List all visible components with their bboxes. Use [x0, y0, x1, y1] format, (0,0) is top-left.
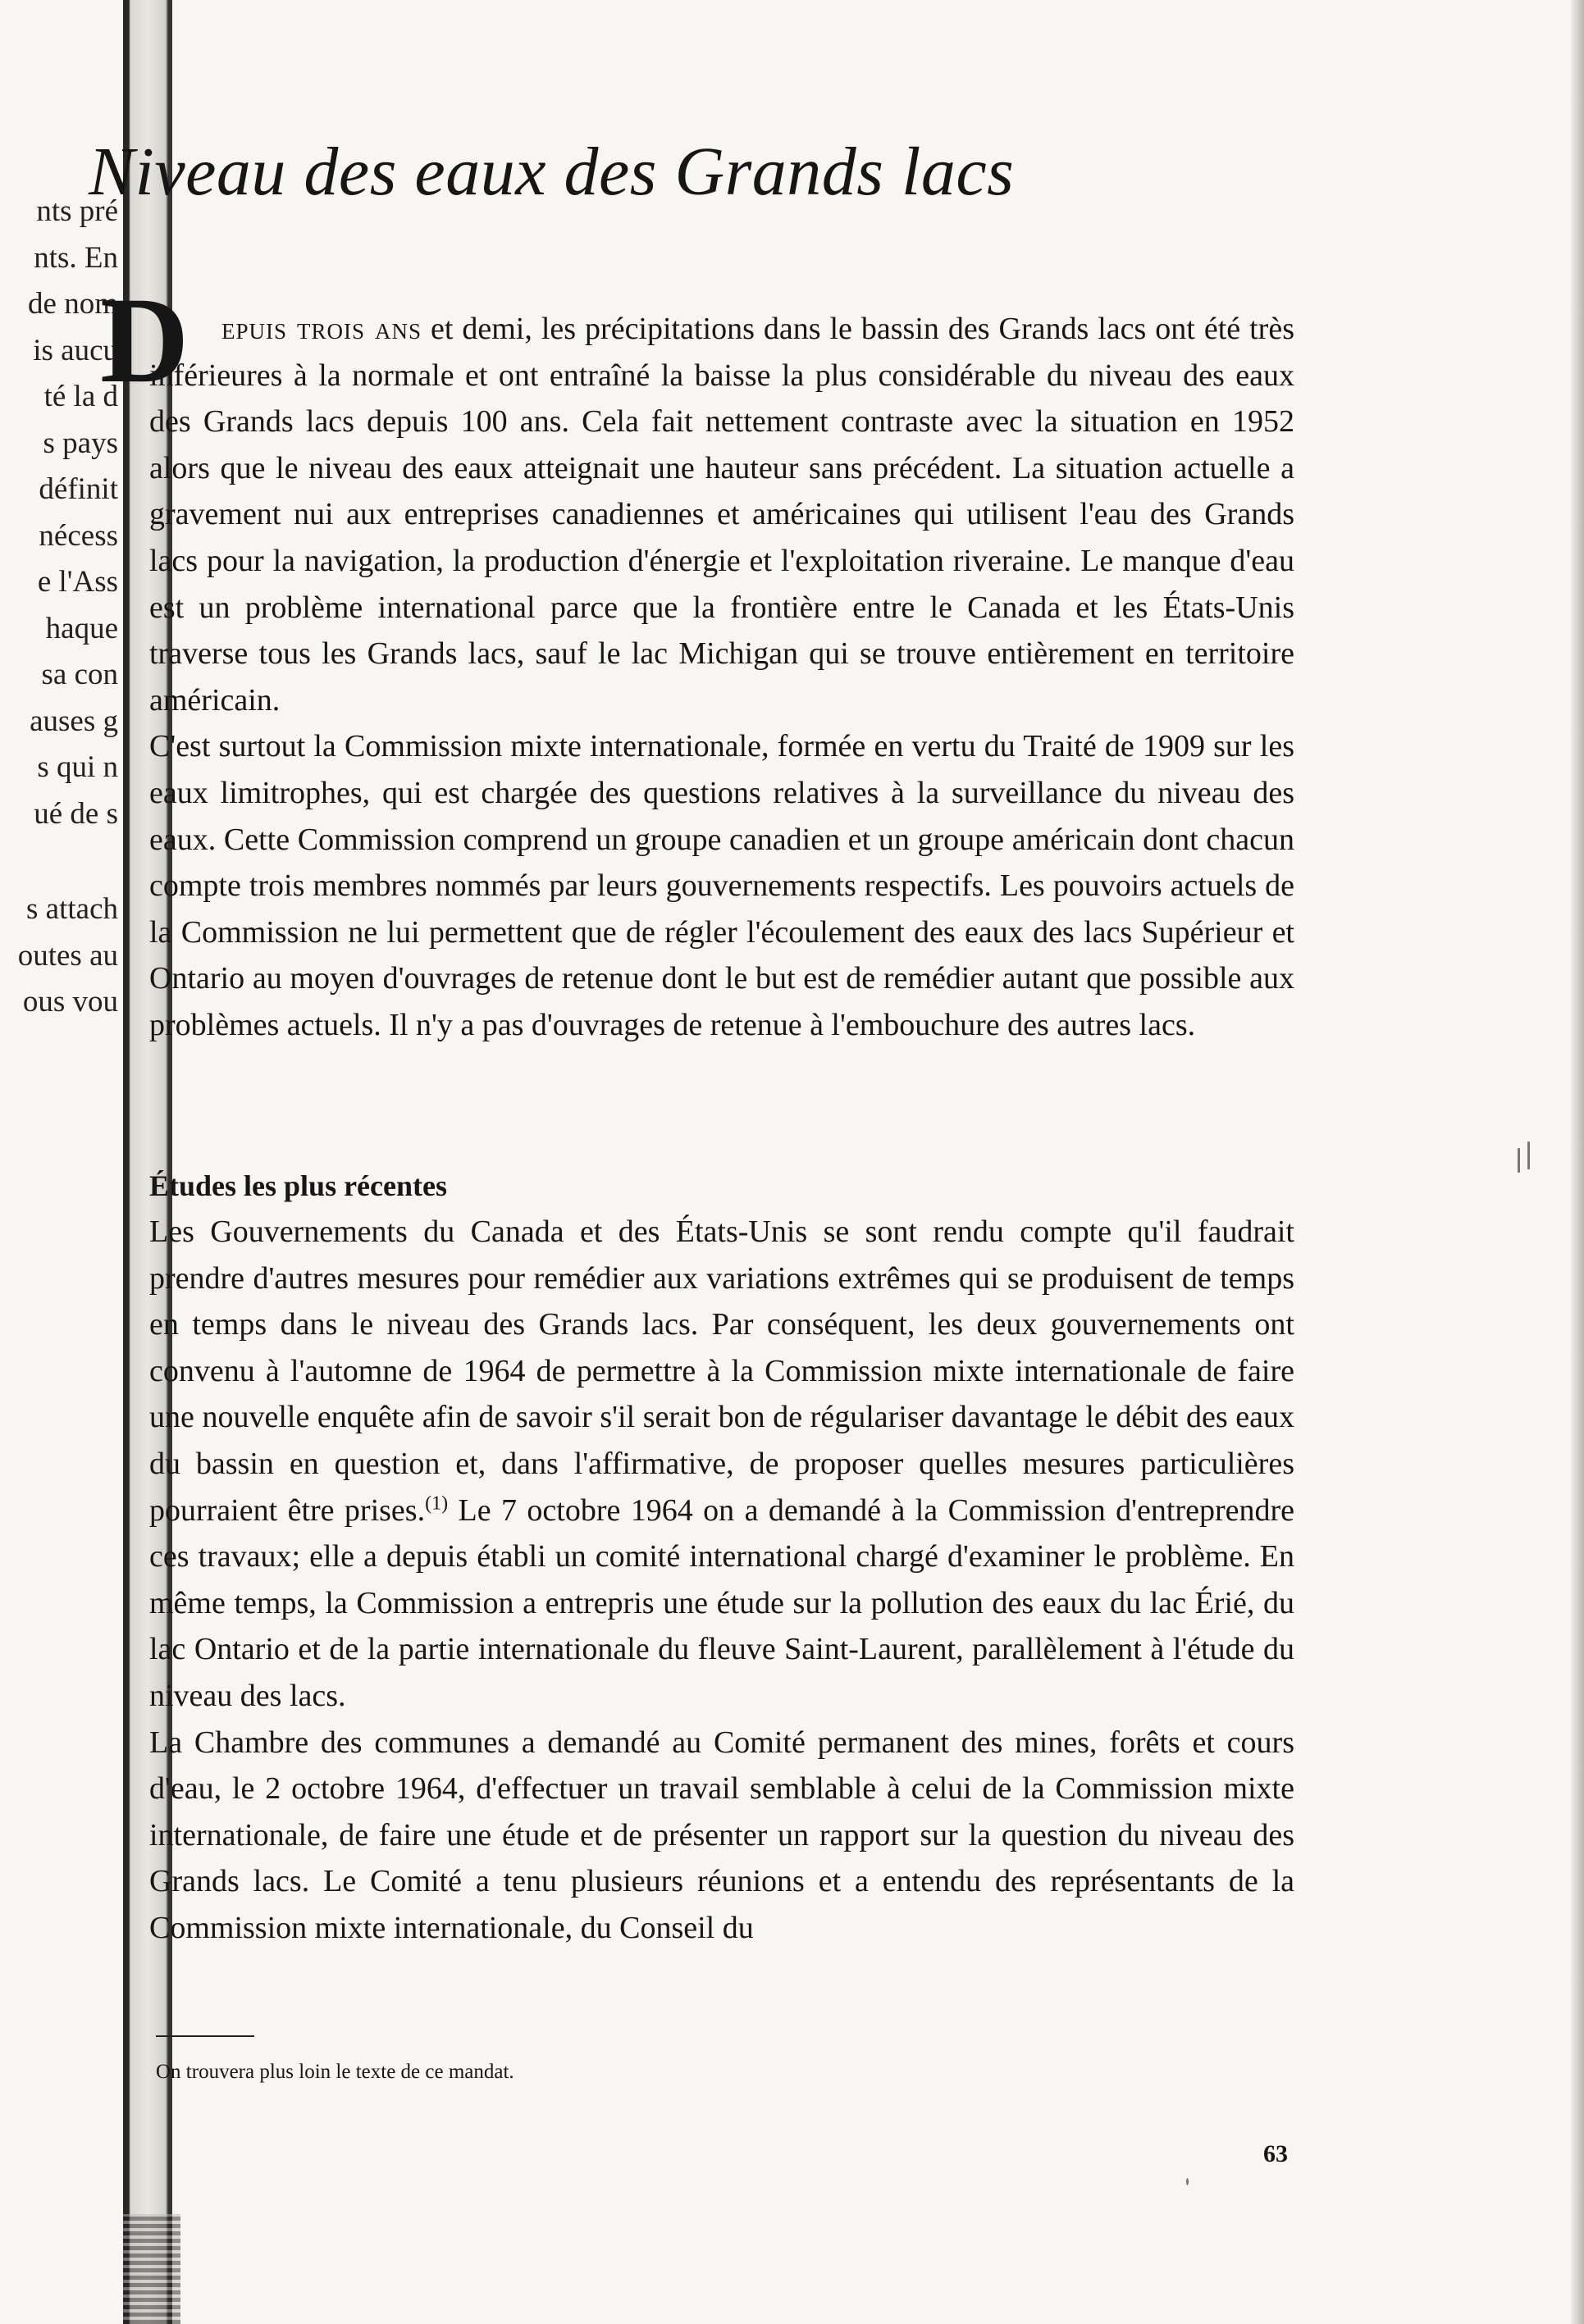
binding-gutter-shadow — [123, 2214, 180, 2324]
paragraph-3 — [149, 1209, 1294, 1720]
facing-page-line: ué de s — [34, 796, 118, 831]
facing-page-line: nts. En — [34, 240, 118, 275]
page-number: 63 — [1263, 2140, 1288, 2167]
small-caps-lead: epuis trois ans — [221, 312, 422, 346]
footnote-ref: (1) — [425, 1492, 449, 1514]
paragraph-1-text: et demi, les précipitations dans le bassin des Grands lacs ont été très inférieures à la normale et ont entraîné la baisse la plus considérable du niveau des eaux des Grands lacs depuis 100 ans. Cela fait nettement contraste avec la situation en 1952 alors que le niveau des eaux atteignait une hauteur sans précédent. La situation actuelle a gravement nui aux entreprises canadiennes et américaines qui utilisent l'eau des Grands lacs pour la navigation, la production d'énergie et l'exploitation riveraine. Le manque d'eau est un problème international parce que la frontière entre le Canada et les États-Unis traverse tous les Grands lacs, sauf le lac Michigan qui se trouve entièrement en territoire américain. — [149, 312, 1294, 718]
facing-page-line: ous vou — [22, 985, 118, 1018]
facing-page-line: is aucu — [33, 333, 118, 367]
scan-speck — [1186, 2178, 1189, 2185]
facing-page-line: s qui n — [37, 750, 118, 784]
article-title: Niveau des eaux des Grands lacs — [89, 134, 1015, 210]
facing-page-line: sa con — [41, 658, 118, 691]
facing-page-line — [0, 837, 123, 886]
facing-page-line: outes au — [17, 938, 118, 973]
paragraph-2 — [149, 723, 1294, 1048]
facing-page-line: s pays — [43, 426, 118, 460]
facing-page-line: de nom — [28, 287, 118, 321]
body-column-bottom — [149, 1163, 1294, 1952]
paragraph-3-text-b: Le 7 octobre 1964 on a demandé à la Commission d'entreprendre ces travaux; elle a depuis établi un comité international chargé d'examiner le problème. En même temps, la Commission a entrepris une étude sur la pollution des eaux du lac Érié, du lac Ontario et de la partie internationale du fleuve Saint-Laurent, parallèlement à l'étude du niveau des lacs. — [149, 1492, 1294, 1713]
drop-cap: D — [100, 272, 189, 408]
facing-page-line: haque — [45, 611, 118, 645]
scan-speck — [1518, 1148, 1520, 1173]
facing-page-line: s attach — [26, 892, 118, 926]
scan-speck — [1527, 1141, 1530, 1169]
body-column-top — [149, 306, 1294, 1049]
paragraph-4 — [149, 1720, 1294, 1952]
footnote-rule — [156, 2035, 254, 2037]
footnote: On trouvera plus loin le texte de ce mandat. — [156, 2061, 514, 2083]
paragraph-4-text: La Chambre des communes a demandé au Comité permanent des mines, forêts et cours d'eau, le 2 octobre 1964, d'effectuer un travail semblable à celui de la Commission mixte internationale, de faire une étude et de présenter un rapport sur la question du niveau des Grands lacs. Le Comité a tenu plusieurs réunions et a entendu des représentants de la Commission mixte internationale, du Conseil du — [149, 1725, 1294, 1945]
facing-page-line: définit — [39, 472, 118, 506]
facing-page-line: nécess — [39, 518, 118, 553]
paragraph-2-text: C'est surtout la Commission mixte internationale, formée en vertu du Traité de 1909 sur les eaux limitrophes, qui est chargée des questions relatives à la surveillance du niveau des eaux. Cette Commission comprend un groupe canadien et un groupe américain dont chacun compte trois membres nommés par leurs gouvernements respectifs. Les pouvoirs actuels de la Commission ne lui permettent que de régler l'écoulement des eaux des lacs Supérieur et Ontario au moyen d'ouvrages de retenue dont le but est de remédier autant que possible aux problèmes actuels. Il n'y a pas d'ouvrages de retenue à l'embouchure des autres lacs. — [149, 729, 1294, 1042]
facing-page-line: nts pré — [36, 194, 118, 228]
facing-page-line: e l'Ass — [37, 565, 118, 599]
section-heading: Études les plus récentes — [149, 1169, 447, 1202]
page-edge — [1571, 0, 1584, 2324]
paragraph-3-text-a: Les Gouvernements du Canada et des États-Unis se sont rendu compte qu'il faudrait prendre d'autres mesures pour remédier aux variations extrêmes qui se produisent de temps en temps dans le niveau des Grands lacs. Par conséquent, les deux gouvernements ont convenu à l'automne de 1964 de permettre à la Commission mixte internationale de faire une nouvelle enquête afin de savoir s'il serait bon de régulariser davantage le débit des eaux du bassin en question et, dans l'affirmative, de proposer quelles mesures particulières pourraient être prises. — [149, 1214, 1294, 1528]
paragraph-1 — [149, 306, 1294, 723]
facing-page-line: auses g — [30, 704, 118, 738]
facing-page-line: té la d — [43, 380, 118, 413]
